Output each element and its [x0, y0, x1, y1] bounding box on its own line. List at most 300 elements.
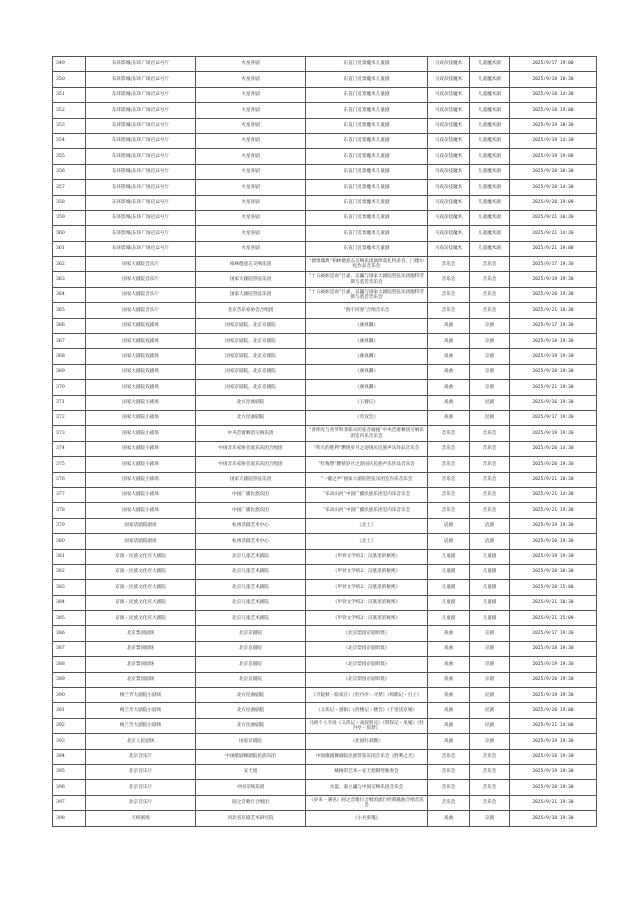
row-number-cell: 363	[53, 272, 86, 287]
venue-cell: 国家大剧院小剧场	[86, 503, 196, 518]
title-cell: 东直门近景魔术儿童剧	[306, 226, 428, 241]
category-cell: 儿童剧	[428, 549, 470, 564]
category-cell: 马戏杂技魔术	[428, 72, 470, 87]
row-number-cell: 364	[53, 287, 86, 302]
venue-cell: 东环影城(东环广场店)2号厅	[86, 103, 196, 118]
row-number-cell: 354	[53, 133, 86, 148]
datetime-cell: 2025/9/21 10:30	[510, 210, 597, 225]
category-cell: 马戏杂技魔术	[428, 195, 470, 210]
datetime-cell: 2025/9/21 19:30	[510, 380, 597, 395]
company-cell: 火星喜剧	[196, 87, 306, 102]
venue-cell: 东环影城(东环广场店)2号厅	[86, 87, 196, 102]
datetime-cell: 2025/9/21 19:00	[510, 241, 597, 256]
table-row	[53, 672, 597, 687]
category-cell: 戏曲	[428, 688, 470, 703]
company-cell: 北京京剧院	[196, 641, 306, 656]
venue-cell: 北京音乐厅	[86, 764, 196, 779]
row-number-cell: 384	[53, 595, 86, 610]
datetime-cell: 2025/9/16 19:30	[510, 395, 597, 410]
company-cell: 火星喜剧	[196, 57, 306, 72]
row-number-cell: 396	[53, 780, 86, 795]
category-cell: 马戏杂技魔术	[428, 241, 470, 256]
title-cell: 《甲骨文学校2：汉墓里的秘密》	[306, 564, 428, 579]
performance-schedule-table	[52, 56, 597, 827]
company-cell: 火星喜剧	[196, 164, 306, 179]
subcategory-cell: 儿童魔术剧	[470, 210, 510, 225]
subcategory-cell: 京剧	[470, 672, 510, 687]
table-row	[53, 410, 597, 425]
row-number-cell: 382	[53, 564, 86, 579]
category-cell: 儿童剧	[428, 580, 470, 595]
subcategory-cell: 儿童剧	[470, 595, 510, 610]
datetime-cell: 2025/9/21 10:30	[510, 472, 597, 487]
category-cell: 马戏杂技魔术	[428, 164, 470, 179]
title-cell: 《北京梨园京剧串烧》	[306, 626, 428, 641]
title-cell: 《北京梨园京剧串烧》	[306, 641, 428, 656]
title-cell: 东直门近景魔术儿童剧	[306, 149, 428, 164]
company-cell: 国家京剧院、北京京剧院	[196, 349, 306, 364]
datetime-cell: 2025/9/18 19:30	[510, 811, 597, 826]
company-cell: 中央芭蕾舞团交响乐团	[196, 426, 306, 441]
company-cell: 火星喜剧	[196, 241, 306, 256]
table-row	[53, 257, 597, 272]
category-cell: 话剧	[428, 518, 470, 533]
subcategory-cell: 京剧	[470, 657, 510, 672]
venue-cell: 国家大剧院小剧场	[86, 487, 196, 502]
category-cell: 话剧	[428, 534, 470, 549]
title-cell: 《奇双会》	[306, 410, 428, 425]
title-cell: 《颜真卿》	[306, 349, 428, 364]
table-row	[53, 318, 597, 333]
title-cell: “德奥瑰典”柏林德意志交响乐团演绎莫扎特多首、门德尔松作品音乐会	[306, 257, 428, 272]
row-number-cell: 383	[53, 580, 86, 595]
category-cell: 马戏杂技魔术	[428, 133, 470, 148]
venue-cell: 京演・民族文化宫大剧院	[86, 611, 196, 626]
venue-cell: 天桥剧场	[86, 811, 196, 826]
subcategory-cell: 音乐会	[470, 457, 510, 472]
title-cell: 东直门近景魔术儿童剧	[306, 87, 428, 102]
company-cell: 国家京剧院、北京京剧院	[196, 318, 306, 333]
datetime-cell: 2025/9/17 19:00	[510, 57, 597, 72]
title-cell: “普朗克与普罗科菲耶夫的弦音碰撞”中央芭蕾舞团交响乐团室内乐音乐会	[306, 426, 428, 441]
datetime-cell: 2025/9/17 19:30	[510, 410, 597, 425]
row-number-cell: 351	[53, 87, 86, 102]
table-row	[53, 57, 597, 72]
datetime-cell: 2025/9/20 19:30	[510, 457, 597, 472]
table-row	[53, 241, 597, 256]
subcategory-cell: 昆剧	[470, 395, 510, 410]
subcategory-cell: 儿童魔术剧	[470, 118, 510, 133]
row-number-cell: 398	[53, 811, 86, 826]
subcategory-cell: 音乐会	[470, 487, 510, 502]
subcategory-cell: 昆剧	[470, 703, 510, 718]
row-number-cell: 379	[53, 518, 86, 533]
category-cell: 马戏杂技魔术	[428, 57, 470, 72]
title-cell: 《颜真卿》	[306, 334, 428, 349]
subcategory-cell: 音乐会	[470, 764, 510, 779]
subcategory-cell: 音乐会	[470, 272, 510, 287]
venue-cell: 国家大剧院音乐厅	[86, 272, 196, 287]
venue-cell: 国家大剧院音乐厅	[86, 257, 196, 272]
datetime-cell: 2025/9/17 19:30	[510, 626, 597, 641]
schedule-table-body	[53, 57, 597, 827]
category-cell: 戏曲	[428, 657, 470, 672]
table-row	[53, 334, 597, 349]
subcategory-cell: 儿童魔术剧	[470, 149, 510, 164]
category-cell: 音乐会	[428, 303, 470, 318]
row-number-cell: 357	[53, 180, 86, 195]
row-number-cell: 349	[53, 57, 86, 72]
category-cell: 音乐会	[428, 795, 470, 810]
row-number-cell: 377	[53, 487, 86, 502]
table-row	[53, 133, 597, 148]
company-cell: 北京京剧院	[196, 626, 306, 641]
category-cell: 儿童剧	[428, 564, 470, 579]
datetime-cell: 2025/9/18 19:30	[510, 334, 597, 349]
subcategory-cell: 昆剧	[470, 410, 510, 425]
title-cell: 东直门近景魔术儿童剧	[306, 118, 428, 133]
table-row	[53, 487, 597, 502]
company-cell: 国家大剧院管弦乐团	[196, 272, 306, 287]
company-cell: 柏林德意志交响乐团	[196, 257, 306, 272]
company-cell: 火星喜剧	[196, 118, 306, 133]
title-cell: “乐动山河”中国广播民族乐团室内乐音乐会	[306, 503, 428, 518]
company-cell: 火星喜剧	[196, 133, 306, 148]
venue-cell: 国家大剧院戏剧场	[86, 334, 196, 349]
venue-cell: 京演・民族文化宫大剧院	[86, 564, 196, 579]
table-row	[53, 534, 597, 549]
venue-cell: 国家话剧院剧场	[86, 518, 196, 533]
row-number-cell: 381	[53, 549, 86, 564]
venue-cell: 北京音乐厅	[86, 795, 196, 810]
table-row	[53, 364, 597, 379]
datetime-cell: 2025/9/20 15:00	[510, 580, 597, 595]
venue-cell: 梅兰芳大剧院小剧场	[86, 718, 196, 733]
row-number-cell: 385	[53, 611, 86, 626]
row-number-cell: 393	[53, 734, 86, 749]
category-cell: 马戏杂技魔术	[428, 103, 470, 118]
table-row	[53, 780, 597, 795]
datetime-cell: 2025/9/21 15:00	[510, 611, 597, 626]
row-number-cell: 352	[53, 103, 86, 118]
category-cell: 音乐会	[428, 749, 470, 764]
venue-cell: 东环影城(东环广场店)2号厅	[86, 180, 196, 195]
datetime-cell: 2025/9/20 14:30	[510, 441, 597, 456]
row-number-cell: 397	[53, 795, 86, 810]
table-row	[53, 749, 597, 764]
venue-cell: 京演・民族文化宫大剧院	[86, 595, 196, 610]
company-cell: 北京京剧院	[196, 657, 306, 672]
title-cell: 《寺院秋・临家庄》《牡丹亭・寻梦》《鸣鹤记・打子》	[306, 688, 428, 703]
venue-cell: 国家大剧院戏剧场	[86, 349, 196, 364]
title-cell: “红梅赞”燃情岁月之迎国庆民族声乐作品音乐会	[306, 457, 428, 472]
category-cell: 音乐会	[428, 503, 470, 518]
venue-cell: 国家大剧院戏剧场	[86, 318, 196, 333]
venue-cell: 东环影城(东环广场店)2号厅	[86, 149, 196, 164]
company-cell: 国家京剧院、北京京剧院	[196, 334, 306, 349]
row-number-cell: 374	[53, 441, 86, 456]
title-cell: 《颜真卿》	[306, 380, 428, 395]
title-cell: 东直门近景魔术儿童剧	[306, 57, 428, 72]
datetime-cell: 2025/9/19 19:30	[510, 734, 597, 749]
subcategory-cell: 音乐会	[470, 303, 510, 318]
category-cell: 音乐会	[428, 764, 470, 779]
category-cell: 音乐会	[428, 457, 470, 472]
row-number-cell: 388	[53, 657, 86, 672]
subcategory-cell: 昆剧	[470, 688, 510, 703]
subcategory-cell: 儿童剧	[470, 564, 510, 579]
company-cell: 圆之音歌行合唱团	[196, 795, 306, 810]
datetime-cell: 2025/9/18 19:30	[510, 641, 597, 656]
category-cell: 戏曲	[428, 626, 470, 641]
category-cell: 马戏杂技魔术	[428, 87, 470, 102]
row-number-cell: 375	[53, 457, 86, 472]
table-row	[53, 564, 597, 579]
company-cell: 中国交响乐团	[196, 780, 306, 795]
row-number-cell: 370	[53, 380, 86, 395]
table-row	[53, 457, 597, 472]
table-row	[53, 303, 597, 318]
subcategory-cell: 音乐会	[470, 426, 510, 441]
venue-cell: 北京梨园剧场	[86, 657, 196, 672]
company-cell: 北方昆曲剧院	[196, 395, 306, 410]
title-cell: 《北京梨园京剧串烧》	[306, 672, 428, 687]
datetime-cell: 2025/9/19 19:30	[510, 549, 597, 564]
company-cell: 中国歌剧舞剧院民族乐团	[196, 749, 306, 764]
datetime-cell: 2025/9/17 19:30	[510, 257, 597, 272]
subcategory-cell: 京剧	[470, 349, 510, 364]
category-cell: 音乐会	[428, 257, 470, 272]
table-row	[53, 349, 597, 364]
row-number-cell: 358	[53, 195, 86, 210]
title-cell: 《颜真卿》	[306, 318, 428, 333]
datetime-cell: 2025/9/19 19:00	[510, 149, 597, 164]
row-number-cell: 378	[53, 503, 86, 518]
title-cell: 马靖个人专场《义侠记・戏叔别兄》《荆钗记・见娘》《牡丹亭・惊梦》	[306, 718, 428, 733]
category-cell: 音乐会	[428, 287, 470, 302]
table-row	[53, 611, 597, 626]
title-cell: 《颜真卿》	[306, 364, 428, 379]
category-cell: 戏曲	[428, 734, 470, 749]
datetime-cell: 2025/9/20 19:00	[510, 195, 597, 210]
venue-cell: 国家大剧院音乐厅	[86, 287, 196, 302]
title-cell: 东直门近景魔术儿童剧	[306, 180, 428, 195]
datetime-cell: 2025/9/19 19:30	[510, 426, 597, 441]
row-number-cell: 373	[53, 426, 86, 441]
datetime-cell: 2025/9/21 14:30	[510, 226, 597, 241]
datetime-cell: 2025/9/20 10:30	[510, 164, 597, 179]
venue-cell: 梅兰芳大剧院小剧场	[86, 688, 196, 703]
row-number-cell: 367	[53, 334, 86, 349]
subcategory-cell: 京剧	[470, 364, 510, 379]
datetime-cell: 2025/9/19 10:30	[510, 118, 597, 133]
category-cell: 音乐会	[428, 780, 470, 795]
row-number-cell: 355	[53, 149, 86, 164]
category-cell: 戏曲	[428, 395, 470, 410]
datetime-cell: 2025/9/21 10:30	[510, 595, 597, 610]
category-cell: 马戏杂技魔术	[428, 118, 470, 133]
title-cell: 东直门近景魔术儿童剧	[306, 241, 428, 256]
subcategory-cell: 话剧	[470, 518, 510, 533]
subcategory-cell: 音乐会	[470, 749, 510, 764]
venue-cell: 北京梨园剧场	[86, 672, 196, 687]
title-cell: 《甲骨文学校2：汉墓里的秘密》	[306, 611, 428, 626]
subcategory-cell: 音乐会	[470, 503, 510, 518]
company-cell: 火星喜剧	[196, 195, 306, 210]
subcategory-cell: 话剧	[470, 534, 510, 549]
title-cell: “十五载如是说”吕嘉、吴巍与国家大剧院管弦乐团施特劳斯与莫若音乐会	[306, 272, 428, 287]
datetime-cell: 2025/9/20 19:30	[510, 534, 597, 549]
venue-cell: 北京梨园剧场	[86, 626, 196, 641]
subcategory-cell: 音乐会	[470, 472, 510, 487]
title-cell: 《北国红叔嫂》	[306, 734, 428, 749]
category-cell: 马戏杂技魔术	[428, 149, 470, 164]
subcategory-cell: 儿童魔术剧	[470, 133, 510, 148]
datetime-cell: 2025/9/19 19:30	[510, 349, 597, 364]
category-cell: 戏曲	[428, 718, 470, 733]
subcategory-cell: 儿童剧	[470, 549, 510, 564]
company-cell: 火星喜剧	[196, 226, 306, 241]
company-cell: 国家京剧院、北京京剧院	[196, 380, 306, 395]
venue-cell: 国家大剧院小剧场	[86, 426, 196, 441]
subcategory-cell: 儿童魔术剧	[470, 195, 510, 210]
subcategory-cell: 昆剧	[470, 718, 510, 733]
title-cell: 《北京梨园京剧串烧》	[306, 657, 428, 672]
row-number-cell: 386	[53, 626, 86, 641]
table-row	[53, 180, 597, 195]
venue-cell: 东环影城(东环广场店)2号厅	[86, 195, 196, 210]
company-cell: 杭州话剧艺术中心	[196, 518, 306, 533]
company-cell: 火星喜剧	[196, 72, 306, 87]
title-cell: 《甲骨文学校2：汉墓里的秘密》	[306, 580, 428, 595]
title-cell: 东直门近景魔术儿童剧	[306, 133, 428, 148]
company-cell: 安天旭	[196, 764, 306, 779]
table-row	[53, 149, 597, 164]
row-number-cell: 353	[53, 118, 86, 133]
venue-cell: 国家大剧院小剧场	[86, 410, 196, 425]
subcategory-cell: 京剧	[470, 318, 510, 333]
datetime-cell: 2025/9/21 10:30	[510, 303, 597, 318]
subcategory-cell: 儿童魔术剧	[470, 87, 510, 102]
datetime-cell: 2025/9/17 19:30	[510, 318, 597, 333]
category-cell: 马戏杂技魔术	[428, 180, 470, 195]
title-cell: “一键之声”国家大剧院管弦乐团室内乐音乐会	[306, 472, 428, 487]
title-cell: 《甲骨文学校2：汉墓里的秘密》	[306, 595, 428, 610]
table-row	[53, 118, 597, 133]
venue-cell: 国家大剧院小剧场	[86, 395, 196, 410]
datetime-cell: 2025/9/19 19:30	[510, 657, 597, 672]
venue-cell: 国家大剧院小剧场	[86, 457, 196, 472]
company-cell: 河北省京剧艺术研究院	[196, 811, 306, 826]
table-row	[53, 395, 597, 410]
company-cell: 火星喜剧	[196, 149, 306, 164]
table-row	[53, 287, 597, 302]
venue-cell: 梅兰芳大剧院小剧场	[86, 703, 196, 718]
venue-cell: 京演・民族文化宫大剧院	[86, 580, 196, 595]
datetime-cell: 2025/9/18 14:30	[510, 87, 597, 102]
row-number-cell: 394	[53, 749, 86, 764]
company-cell: 北京儿童艺术剧院	[196, 549, 306, 564]
subcategory-cell: 音乐会	[470, 780, 510, 795]
subcategory-cell: 京剧	[470, 811, 510, 826]
datetime-cell: 2025/9/19 19:30	[510, 518, 597, 533]
category-cell: 戏曲	[428, 364, 470, 379]
category-cell: 音乐会	[428, 272, 470, 287]
datetime-cell: 2025/9/20 19:30	[510, 672, 597, 687]
row-number-cell: 391	[53, 703, 86, 718]
table-row	[53, 580, 597, 595]
datetime-cell: 2025/9/19 19:30	[510, 764, 597, 779]
company-cell: 国家京剧院、北京京剧院	[196, 364, 306, 379]
category-cell: 戏曲	[428, 703, 470, 718]
title-cell: 中国歌剧舞剧院民族管弦乐团音乐会《胜利之光》	[306, 749, 428, 764]
subcategory-cell: 儿童魔术剧	[470, 72, 510, 87]
datetime-cell: 2025/9/19 19:30	[510, 272, 597, 287]
company-cell: 北京京剧院	[196, 672, 306, 687]
venue-cell: 东环影城(东环广场店)2号厅	[86, 118, 196, 133]
table-row	[53, 549, 597, 564]
category-cell: 戏曲	[428, 334, 470, 349]
company-cell: 国家大剧院管弦乐团	[196, 472, 306, 487]
subcategory-cell: 儿童魔术剧	[470, 180, 510, 195]
subcategory-cell: 儿童魔术剧	[470, 241, 510, 256]
category-cell: 音乐会	[428, 426, 470, 441]
table-row	[53, 795, 597, 810]
title-cell: 东直门近景魔术儿童剧	[306, 210, 428, 225]
category-cell: 儿童剧	[428, 611, 470, 626]
datetime-cell: 2025/9/21 14:00	[510, 718, 597, 733]
venue-cell: 东环影城(东环广场店)2号厅	[86, 133, 196, 148]
table-row	[53, 641, 597, 656]
title-cell: 东直门近景魔术儿童剧	[306, 164, 428, 179]
table-row	[53, 734, 597, 749]
datetime-cell: 2025/9/19 19:30	[510, 688, 597, 703]
title-cell: 东直门近景魔术儿童剧	[306, 72, 428, 87]
table-row	[53, 103, 597, 118]
title-cell: 水蓝、秦立巍与中国交响乐团音乐会	[306, 780, 428, 795]
subcategory-cell: 儿童剧	[470, 611, 510, 626]
venue-cell: 东环影城(东环广场店)2号厅	[86, 226, 196, 241]
row-number-cell: 361	[53, 241, 86, 256]
subcategory-cell: 儿童剧	[470, 580, 510, 595]
venue-cell: 国家大剧院戏剧场	[86, 380, 196, 395]
company-cell: 中国音乐家协会爱乐乐团合唱团	[196, 441, 306, 456]
company-cell: 国家大剧院管弦乐团	[196, 287, 306, 302]
table-row	[53, 811, 597, 826]
title-cell: 《甲骨文学校2：汉墓里的秘密》	[306, 549, 428, 564]
category-cell: 音乐会	[428, 441, 470, 456]
table-row	[53, 226, 597, 241]
datetime-cell: 2025/9/20 19:30	[510, 364, 597, 379]
row-number-cell: 376	[53, 472, 86, 487]
row-number-cell: 356	[53, 164, 86, 179]
subcategory-cell: 京剧	[470, 334, 510, 349]
company-cell: 北京儿童艺术剧院	[196, 611, 306, 626]
title-cell: 《玉簪记》	[306, 395, 428, 410]
row-number-cell: 369	[53, 364, 86, 379]
datetime-cell: 2025/9/18 19:00	[510, 103, 597, 118]
venue-cell: 国家大剧院小剧场	[86, 441, 196, 456]
venue-cell: 北京人民剧场	[86, 734, 196, 749]
company-cell: 火星喜剧	[196, 210, 306, 225]
title-cell: “伟大的胜利”燃情岁月之迎国庆民族声乐作品音乐会	[306, 441, 428, 456]
category-cell: 戏曲	[428, 641, 470, 656]
venue-cell: 东环影城(东环广场店)2号厅	[86, 57, 196, 72]
title-cell: 东直门近景魔术儿童剧	[306, 103, 428, 118]
venue-cell: 国家话剧院剧场	[86, 534, 196, 549]
table-row	[53, 688, 597, 703]
datetime-cell: 2025/9/19 14:30	[510, 133, 597, 148]
